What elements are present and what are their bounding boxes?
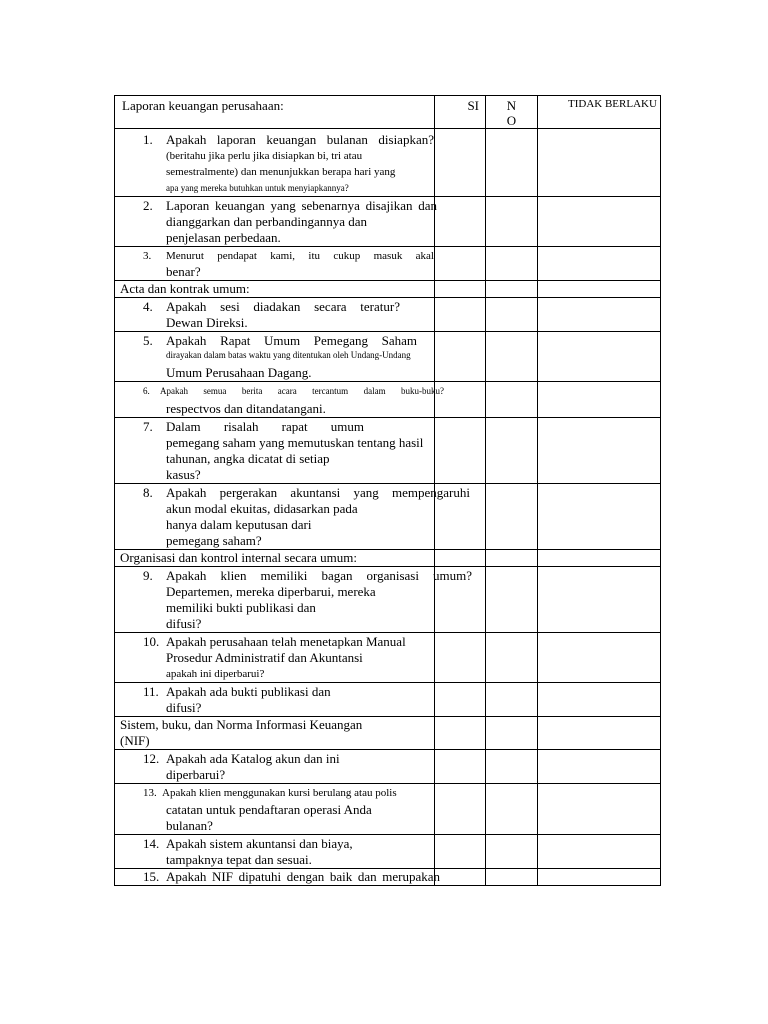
si-checkbox-cell[interactable] xyxy=(435,784,486,835)
question-line: Laporan keuangan yang sebenarnya disajikan dan xyxy=(166,198,437,213)
no-checkbox-cell[interactable] xyxy=(486,418,538,484)
question-line: semestralmente) dan menunjukkan berapa hari yang xyxy=(166,166,396,178)
si-checkbox-cell[interactable] xyxy=(435,129,486,197)
question-cell xyxy=(115,869,440,886)
question-line: bulanan? xyxy=(166,818,213,833)
tidak-berlaku-checkbox-cell[interactable] xyxy=(538,567,661,633)
question-line: Apakah pergerakan akuntansi yang mempengaruhi xyxy=(166,485,470,500)
section-row-3 xyxy=(115,550,661,567)
question-line: dianggarkan dan perbandingannya dan xyxy=(166,214,368,229)
question-cell xyxy=(115,784,435,835)
question-line: diperbarui? xyxy=(166,767,226,782)
question-cell xyxy=(115,835,435,869)
question-line: dirayakan dalam batas waktu yang ditentukan oleh Undang-Undang xyxy=(166,350,411,360)
no-checkbox-cell[interactable] xyxy=(486,298,538,332)
tidak-berlaku-checkbox-cell[interactable] xyxy=(538,197,661,247)
question-row-7 xyxy=(115,418,661,484)
no-checkbox-cell[interactable] xyxy=(486,484,538,550)
si-checkbox-cell[interactable] xyxy=(435,683,486,717)
si-checkbox-cell[interactable] xyxy=(435,550,486,567)
question-line: difusi? xyxy=(166,700,202,715)
tidak-berlaku-checkbox-cell[interactable] xyxy=(538,550,661,567)
question-line: Apakah sesi diadakan secara teratur? xyxy=(166,299,400,314)
no-checkbox-cell[interactable] xyxy=(486,750,538,784)
question-line: Dalam risalah rapat umum xyxy=(166,419,364,434)
tidak-berlaku-checkbox-cell[interactable] xyxy=(538,332,661,382)
question-row-5 xyxy=(115,332,661,382)
header-no-n: N xyxy=(506,98,517,113)
tidak-berlaku-checkbox-cell[interactable] xyxy=(538,247,661,281)
no-checkbox-cell[interactable] xyxy=(486,835,538,869)
section-heading-continued: (NIF) xyxy=(120,733,150,748)
question-line: pemegang saham yang memutuskan tentang hasil xyxy=(166,435,424,450)
question-row-8 xyxy=(115,484,661,550)
question-line: Apakah perusahaan telah menetapkan Manual xyxy=(166,634,406,649)
question-cell xyxy=(115,484,470,550)
question-number: 9. xyxy=(143,568,153,583)
no-checkbox-cell[interactable] xyxy=(486,247,538,281)
si-checkbox-cell[interactable] xyxy=(435,281,486,298)
question-line: Apakah NIF dipatuhi dengan baik dan merupakan xyxy=(166,869,440,884)
question-row-9 xyxy=(115,567,661,633)
question-line: benar? xyxy=(166,264,201,279)
si-checkbox-cell[interactable] xyxy=(435,835,486,869)
question-number: 11. xyxy=(143,684,159,699)
question-line: Dewan Direksi. xyxy=(166,315,248,330)
section-row-2 xyxy=(115,281,661,298)
si-checkbox-cell[interactable] xyxy=(435,418,486,484)
question-line: Umum Perusahaan Dagang. xyxy=(166,365,312,380)
si-checkbox-cell[interactable] xyxy=(435,633,486,683)
question-line: apa yang mereka butuhkan untuk menyiapkannya? xyxy=(166,183,349,193)
header-row xyxy=(115,96,661,129)
question-line: respectvos dan ditandatangani. xyxy=(166,401,326,416)
no-checkbox-cell[interactable] xyxy=(486,332,538,382)
question-number: 3. xyxy=(143,250,152,262)
section-heading: Acta dan kontrak umum: xyxy=(120,281,250,296)
question-line: kasus? xyxy=(166,467,201,482)
header-title-cell xyxy=(115,96,435,129)
question-line: pemegang saham? xyxy=(166,533,262,548)
no-checkbox-cell[interactable] xyxy=(486,683,538,717)
question-row-14 xyxy=(115,835,661,869)
no-checkbox-cell[interactable] xyxy=(486,869,538,886)
checklist-table xyxy=(114,95,661,886)
question-cell xyxy=(115,197,435,247)
header-no-o: O xyxy=(506,113,517,128)
no-checkbox-cell[interactable] xyxy=(486,633,538,683)
question-row-4 xyxy=(115,298,661,332)
si-checkbox-cell[interactable] xyxy=(435,869,486,886)
question-row-6 xyxy=(115,382,661,418)
tidak-berlaku-checkbox-cell[interactable] xyxy=(538,484,661,550)
question-row-13 xyxy=(115,784,661,835)
question-cell xyxy=(115,382,444,418)
no-checkbox-cell[interactable] xyxy=(486,784,538,835)
section-cell xyxy=(115,281,435,298)
question-line: Apakah ada bukti publikasi dan xyxy=(166,684,331,699)
question-line: Prosedur Administratif dan Akuntansi xyxy=(166,650,363,665)
no-checkbox-cell[interactable] xyxy=(486,382,538,418)
section-cell xyxy=(115,550,435,567)
question-line: akun modal ekuitas, didasarkan pada xyxy=(166,501,358,516)
header-title: Laporan keuangan perusahaan: xyxy=(122,98,284,113)
header-si-cell xyxy=(435,96,486,129)
tidak-berlaku-checkbox-cell[interactable] xyxy=(538,869,661,886)
si-checkbox-cell[interactable] xyxy=(435,298,486,332)
question-cell xyxy=(115,633,435,683)
no-checkbox-cell[interactable] xyxy=(486,717,538,750)
question-line: Apakah ada Katalog akun dan ini xyxy=(166,751,340,766)
question-line: Apakah semua berita acara tercantum dalam buku-buku? xyxy=(160,386,444,396)
question-cell xyxy=(115,298,435,332)
question-row-15 xyxy=(115,869,661,886)
header-si: SI xyxy=(467,98,479,113)
tidak-berlaku-checkbox-cell[interactable] xyxy=(538,281,661,298)
si-checkbox-cell[interactable] xyxy=(435,197,486,247)
question-cell xyxy=(115,332,435,382)
question-row-2 xyxy=(115,197,661,247)
question-cell xyxy=(115,418,435,484)
question-number: 4. xyxy=(143,299,153,314)
question-line: (beritahu jika perlu jika disiapkan bi, tri atau xyxy=(166,150,363,162)
question-number: 7. xyxy=(143,419,153,434)
question-row-3 xyxy=(115,247,661,281)
question-line: catatan untuk pendaftaran operasi Anda xyxy=(166,802,372,817)
tidak-berlaku-checkbox-cell[interactable] xyxy=(538,382,661,418)
question-cell xyxy=(115,567,472,633)
question-line: Apakah klien menggunakan kursi berulang atau polis xyxy=(162,787,397,799)
question-number: 12. xyxy=(143,751,160,766)
tidak-berlaku-checkbox-cell[interactable] xyxy=(538,784,661,835)
question-number: 5. xyxy=(143,333,153,348)
question-line: tahunan, angka dicatat di setiap xyxy=(166,451,330,466)
no-checkbox-cell[interactable] xyxy=(486,197,538,247)
question-line: difusi? xyxy=(166,616,202,631)
question-line: penjelasan perbedaan. xyxy=(166,230,281,245)
header-tidak-berlaku: TIDAK BERLAKU xyxy=(568,98,657,110)
question-line: Apakah klien memiliki bagan organisasi umum? xyxy=(166,568,472,583)
no-checkbox-cell[interactable] xyxy=(486,567,538,633)
question-row-1 xyxy=(115,129,661,197)
section-row-4 xyxy=(115,717,661,750)
no-checkbox-cell[interactable] xyxy=(486,129,538,197)
question-cell xyxy=(115,683,435,717)
question-cell xyxy=(115,247,435,281)
tidak-berlaku-checkbox-cell[interactable] xyxy=(538,717,661,750)
si-checkbox-cell[interactable] xyxy=(435,750,486,784)
si-checkbox-cell[interactable] xyxy=(435,247,486,281)
question-number: 13. xyxy=(143,787,157,799)
question-line: Apakah Rapat Umum Pemegang Saham xyxy=(166,333,417,348)
tidak-berlaku-checkbox-cell[interactable] xyxy=(538,129,661,197)
question-number: 6. xyxy=(143,386,150,396)
si-checkbox-cell[interactable] xyxy=(435,717,486,750)
question-number: 1. xyxy=(143,132,153,147)
header-no-cell xyxy=(486,96,538,129)
tidak-berlaku-checkbox-cell[interactable] xyxy=(538,633,661,683)
tidak-berlaku-checkbox-cell[interactable] xyxy=(538,418,661,484)
question-line: memiliki bukti publikasi dan xyxy=(166,600,316,615)
question-line: Apakah sistem akuntansi dan biaya, xyxy=(166,836,353,851)
question-line: hanya dalam keputusan dari xyxy=(166,517,312,532)
question-cell xyxy=(115,750,435,784)
question-number: 15. xyxy=(143,869,160,884)
section-heading: Sistem, buku, dan Norma Informasi Keuangan xyxy=(120,717,363,732)
tidak-berlaku-checkbox-cell[interactable] xyxy=(538,835,661,869)
question-line: tampaknya tepat dan sesuai. xyxy=(166,852,312,867)
section-cell xyxy=(115,717,435,750)
question-line: Departemen, mereka diperbarui, mereka xyxy=(166,584,376,599)
tidak-berlaku-checkbox-cell[interactable] xyxy=(538,298,661,332)
tidak-berlaku-checkbox-cell[interactable] xyxy=(538,750,661,784)
section-heading: Organisasi dan kontrol internal secara umum: xyxy=(120,550,357,565)
question-row-12 xyxy=(115,750,661,784)
question-number: 2. xyxy=(143,198,153,213)
question-number: 8. xyxy=(143,485,153,500)
question-number: 10. xyxy=(143,634,160,649)
si-checkbox-cell[interactable] xyxy=(435,332,486,382)
tidak-berlaku-checkbox-cell[interactable] xyxy=(538,683,661,717)
question-row-10 xyxy=(115,633,661,683)
question-line: Menurut pendapat kami, itu cukup masuk akal xyxy=(166,250,434,262)
question-cell xyxy=(115,129,435,197)
question-row-11 xyxy=(115,683,661,717)
no-checkbox-cell[interactable] xyxy=(486,550,538,567)
question-line: Apakah laporan keuangan bulanan disiapkan? xyxy=(166,132,434,147)
no-checkbox-cell[interactable] xyxy=(486,281,538,298)
question-line: apakah ini diperbarui? xyxy=(166,668,265,680)
question-number: 14. xyxy=(143,836,160,851)
header-tidak-berlaku-cell xyxy=(538,96,661,129)
